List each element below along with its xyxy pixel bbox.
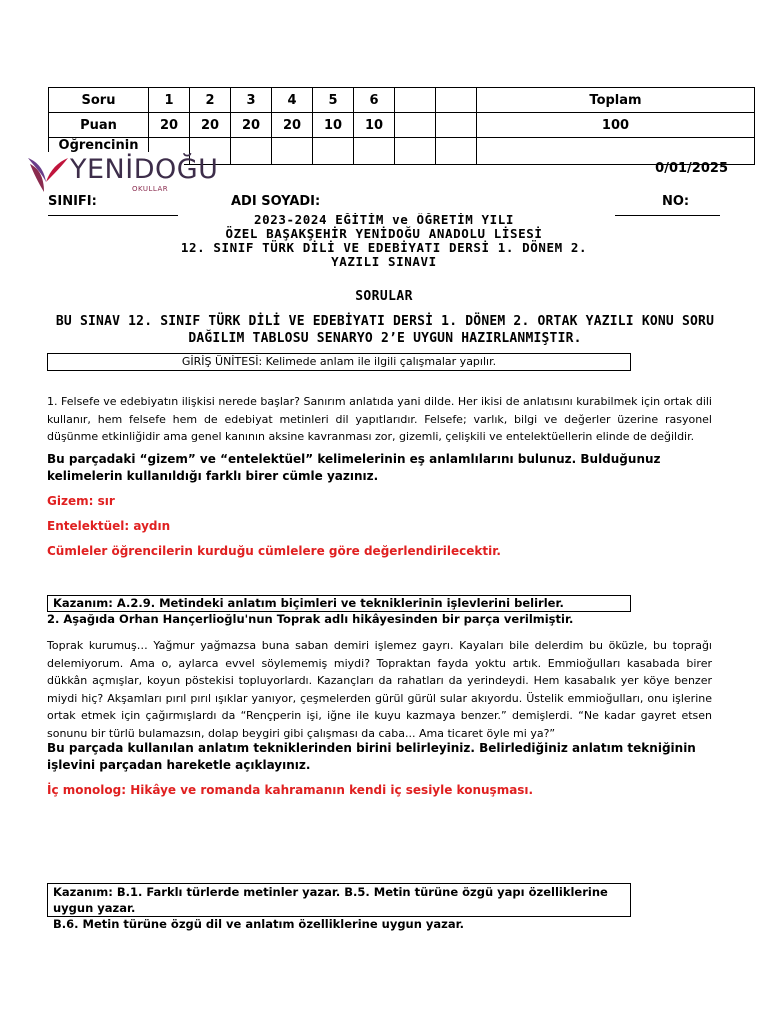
- questions-title: SORULAR: [355, 289, 413, 304]
- question-number: 1: [149, 88, 190, 113]
- answer-1a: Gizem: sır: [47, 494, 115, 508]
- row-label-text: Öğrencinin: [58, 138, 139, 152]
- header-line-4: YAZILI SINAVI: [331, 254, 437, 267]
- question-1-prompt: Bu parçadaki “gizem” ve “entelektüel” kelimelerinin eş anlamlılarını bulunuz. Bulduğunuz kelimelerin kullanıldığı farklı birer cümle yazınız.: [47, 452, 661, 483]
- student-score-cell[interactable]: [313, 138, 354, 165]
- exam-date: 0/01/2025: [655, 161, 728, 176]
- question-number: 4: [272, 88, 313, 113]
- school-logo: [24, 152, 219, 200]
- question-points: 20: [272, 113, 313, 138]
- kazanim-box-3: [47, 883, 631, 931]
- logo-mark-icon: [24, 152, 70, 196]
- question-number: 2: [190, 88, 231, 113]
- question-1-text: 1. Felsefe ve edebiyatın ilişkisi nerede başlar? Sanırım anlatıda yani dilde. Her ikisi de anlatısını kurabilmek için ortak dili kullanır, hem felsefe hem de edebiyat metinleri dil yapıtlarıdır. Felsefe; varlık, bilgi ve değerler üzerine rasyonel düşünme etkinliğidir ama genel kanının aksine kavranması zor, gizemli, çelişkili ve entelektüellerin elinde de değildir.: [47, 395, 712, 443]
- question-points: [395, 113, 436, 138]
- question-points: 20: [149, 113, 190, 138]
- answer-1c: Cümleler öğrencilerin kurduğu cümlelere göre değerlendirilecektir.: [47, 544, 501, 558]
- kazanim-3-line-1: Kazanım: B.1. Farklı türlerde metinler yazar. B.5. Metin türüne özgü yapı özelliklerine uygun yazar.: [53, 885, 608, 915]
- header-line-1: 2023-2024 EĞİTİM ve ÖĞRETİM YILI: [253, 213, 515, 227]
- question-number: 3: [231, 88, 272, 113]
- class-label: SINIFI:: [48, 194, 97, 209]
- question-number: [436, 88, 477, 113]
- question-points: 20: [231, 113, 272, 138]
- kazanim-box-2: Kazanım: A.2.9. Metindeki anlatım biçimleri ve tekniklerinin işlevlerini belirler.: [47, 595, 631, 612]
- question-points: 10: [313, 113, 354, 138]
- logo-subtitle: OKULLAR: [132, 185, 169, 193]
- question-2-heading: 2. Aşağıda Orhan Hançerlioğlu'nun Toprak adlı hikâyesinden bir parça verilmiştir.: [47, 612, 574, 626]
- total-points: 100: [477, 113, 755, 138]
- row-label-soru: Soru: [49, 88, 149, 113]
- name-label: ADI SOYADI:: [231, 194, 321, 209]
- kazanim-3-line-2: B.6. Metin türüne özgü dil ve anlatım özelliklerine uygun yazar.: [53, 917, 465, 931]
- question-2-prompt: Bu parçada kullanılan anlatım tekniklerinden birini belirleyiniz. Belirlediğiniz anlatım tekniğinin işlevini parçadan hareketle açıklayınız.: [47, 741, 696, 772]
- question-2-text: Toprak kurumuş… Yağmur yağmazsa buna saban demiri işlemez gayrı. Kayaları bile delerdim bu öküzle, bu toprağı delemiyorum. Ama o, aylarca evvel söylememiş miydi? Topraktan fayda yoktu artık. Emmioğulları kasabada birer dükkân açmışlar, koyun pöstekisi topluyorlardı. Kazançları da rahatları da yerindeydi. Hem kasabalık yer köye benzer miydi hiç? Akşamları pırıl pırıl ışıklar yanıyor, çeşmelerden gürül gürül sular akıyordu. Üstelik emmioğulları, onu işlerine ortak etmek için çağırmışlardı da “Rençperin işi, iğne ile kuyu kazmaya benzer.” demişlerdi. “Ne kadar gayret etsen sonunu bir türlü bulamazsın, dolap beygiri gibi çalışması da caba... Ama ticaret öyle mi ya?”: [47, 639, 712, 740]
- answer-2: İç monolog: Hikâye ve romanda kahramanın kendi iç sesiyle konuşması.: [47, 783, 534, 797]
- exam-header: [60, 213, 708, 267]
- student-score-cell[interactable]: [395, 138, 436, 165]
- student-score-cell[interactable]: [231, 138, 272, 165]
- question-number: [395, 88, 436, 113]
- unit-box: GİRİŞ ÜNİTESİ: Kelimede anlam ile ilgili çalışmalar yapılır.: [47, 353, 631, 371]
- question-points: 20: [190, 113, 231, 138]
- answer-1b: Entelektüel: aydın: [47, 519, 171, 533]
- student-score-cell[interactable]: [272, 138, 313, 165]
- question-points: [436, 113, 477, 138]
- question-number: 6: [354, 88, 395, 113]
- total-label: Toplam: [477, 88, 755, 113]
- row-label-puan: Puan: [49, 113, 149, 138]
- question-points: 10: [354, 113, 395, 138]
- exam-intro: BU SINAV 12. SINIF TÜRK DİLİ VE EDEBİYATI DERSİ 1. DÖNEM 2. ORTAK YAZILI KONU SORU DAĞILIM TABLOSU SENARYO 2’E UYGUN HAZIRLANMIŞTIR.: [55, 314, 715, 346]
- logo-name: YENİDOĞU: [70, 154, 219, 185]
- student-score-cell[interactable]: [354, 138, 395, 165]
- question-number: 5: [313, 88, 354, 113]
- student-score-cell[interactable]: [436, 138, 477, 165]
- number-label: NO:: [662, 194, 690, 209]
- header-line-2: ÖZEL BAŞAKŞEHİR YENİDOĞU ANADOLU LİSESİ: [225, 226, 543, 241]
- header-line-3: 12. SINIF TÜRK DİLİ VE EDEBİYATI DERSİ 1. DÖNEM 2.: [180, 240, 588, 255]
